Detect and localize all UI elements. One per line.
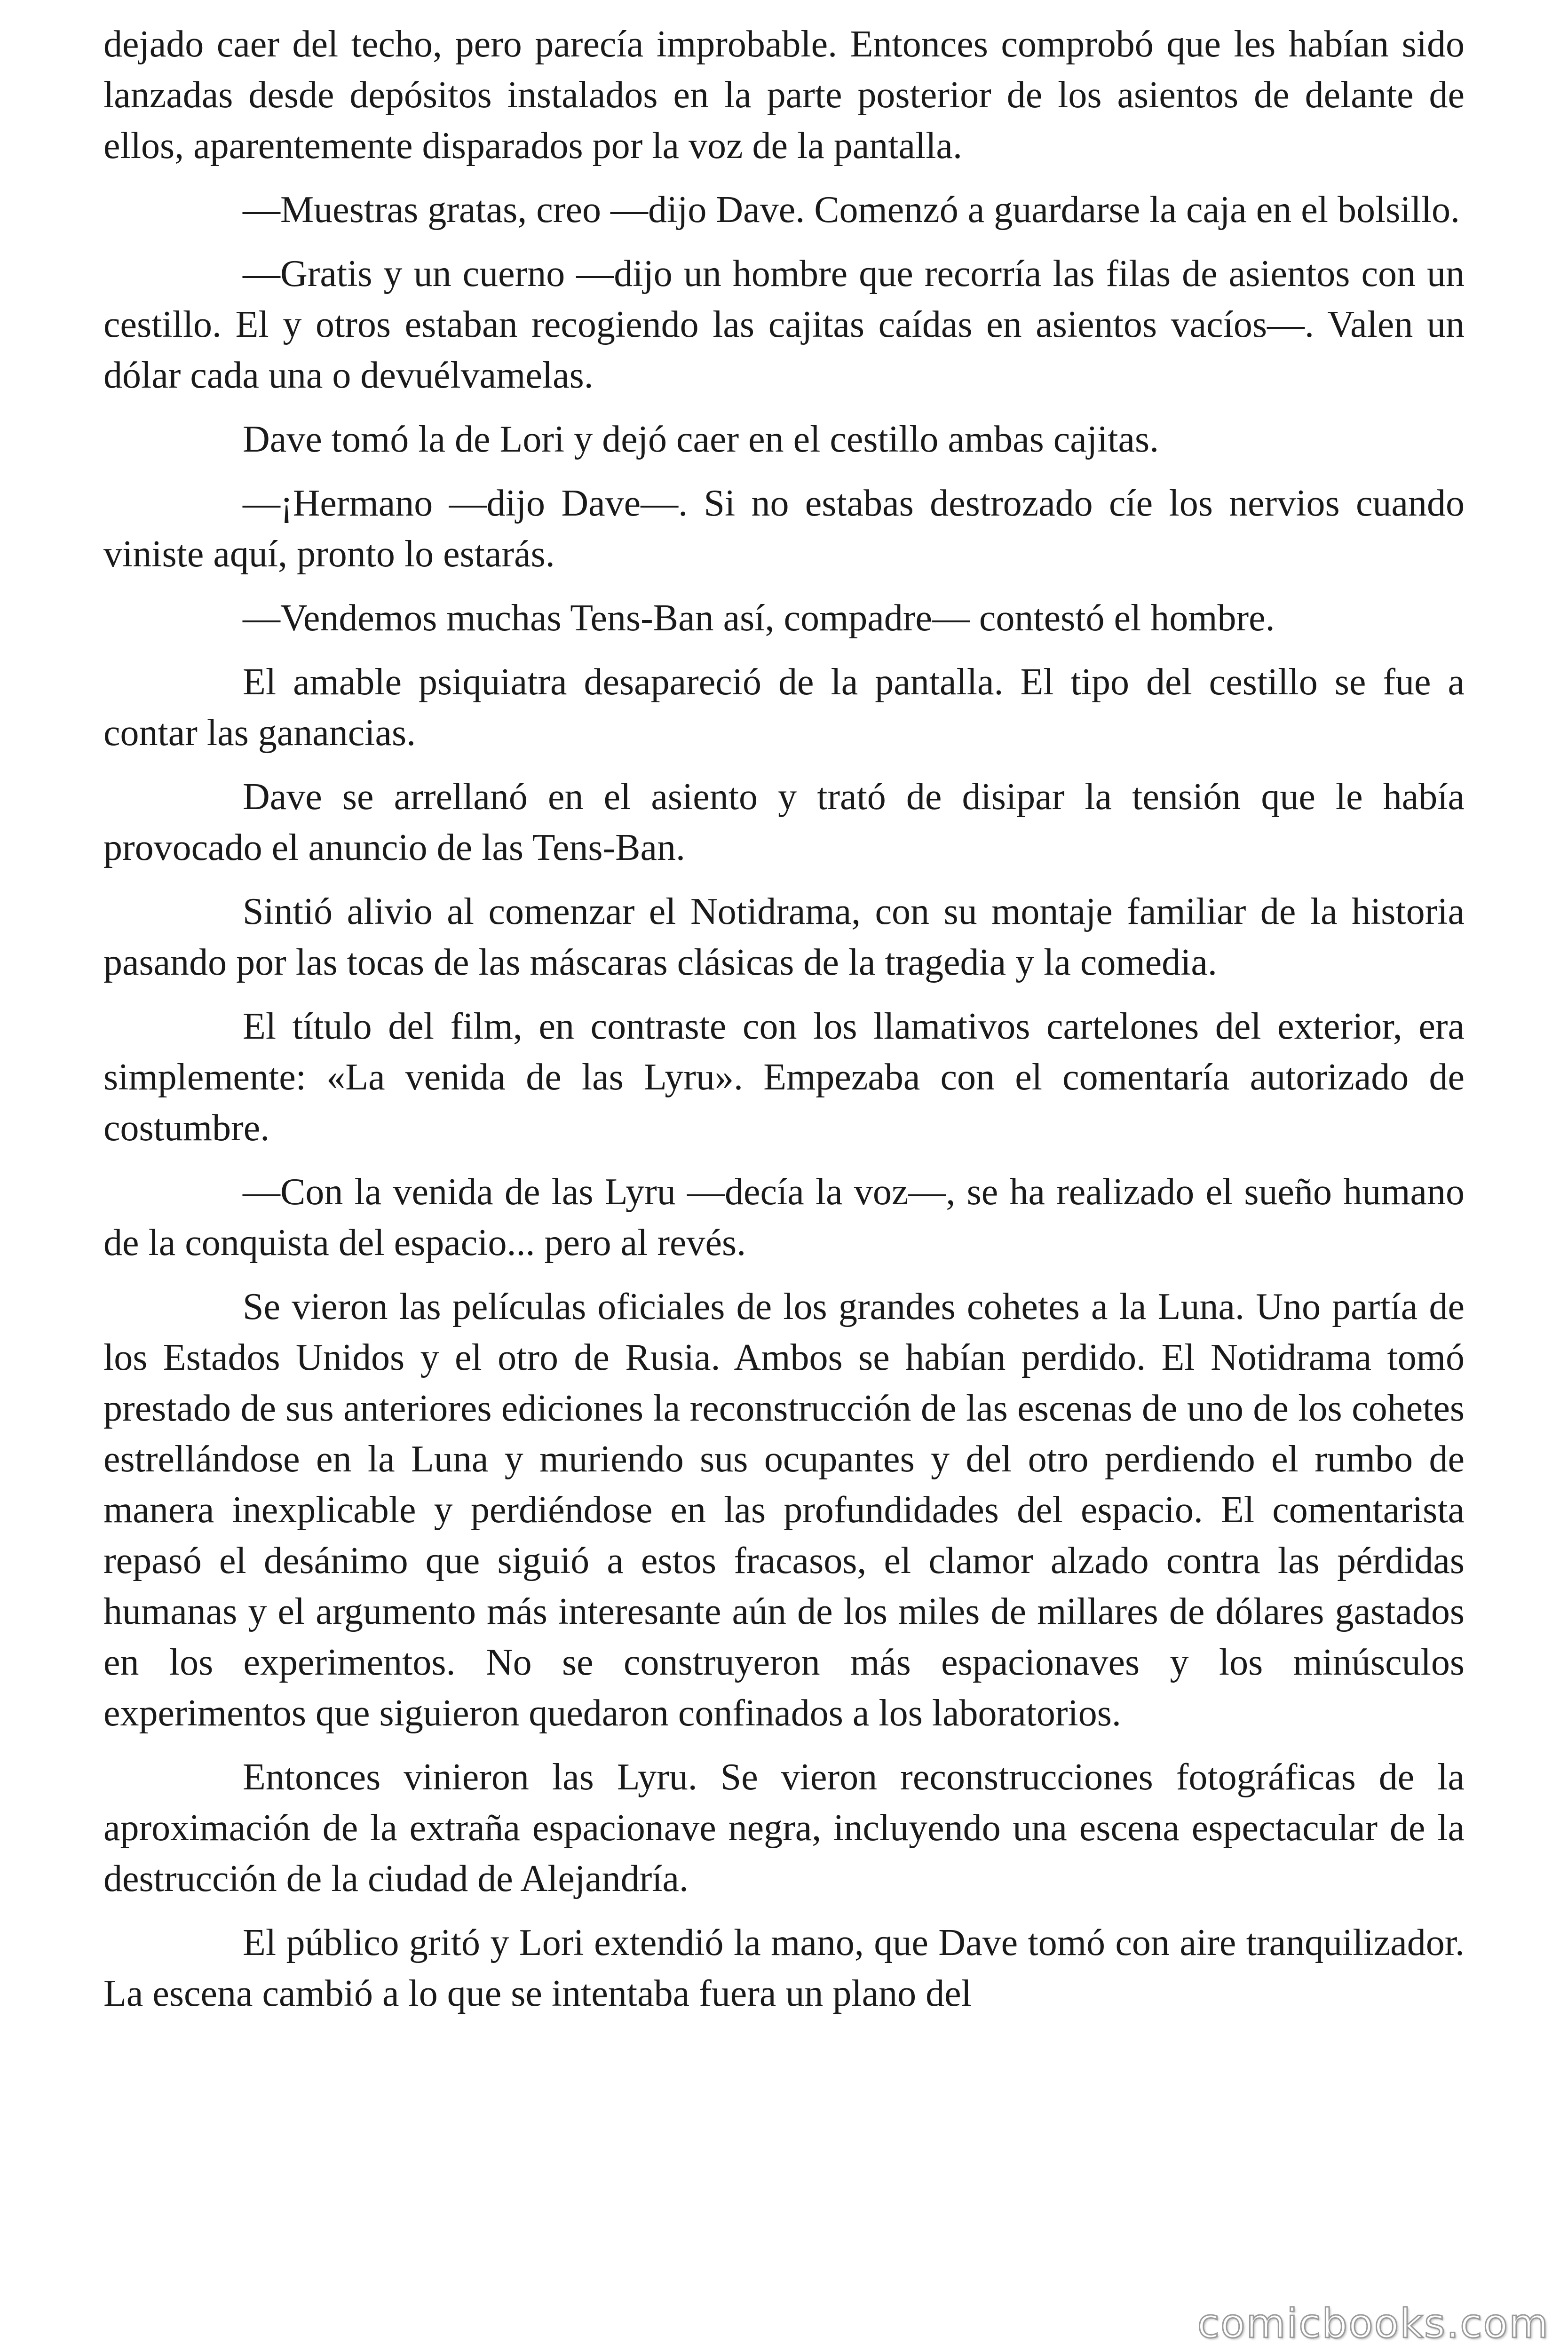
document-page: [103, 19, 1465, 2032]
paragraph: Dave tomó la de Lori y dejó caer en el cestillo ambas cajitas.: [243, 419, 1159, 460]
paragraph: —Gratis y un cuerno —dijo un hombre que recorría las filas de asientos con un cestillo. El y otros estaban recogiendo las cajitas caídas en asientos vacíos—. Valen un dólar cada una o devuélvamelas.: [103, 253, 1465, 396]
paragraph: —Con la venida de las Lyru —decía la voz—, se ha realizado el sueño humano de la conquista del espacio... pero al revés.: [103, 1171, 1465, 1263]
paragraph: Entonces vinieron las Lyru. Se vieron reconstrucciones fotográficas de la aproximación de la extraña espacionave negra, incluyendo una escena espectacular de la destrucción de la ciudad de Alejandría.: [103, 1756, 1465, 1899]
paragraph: —¡Hermano —dijo Dave—. Si no estabas destrozado cíe los nervios cuando viniste aquí, pronto lo estarás.: [103, 483, 1465, 575]
paragraph: —Muestras gratas, creo —dijo Dave. Comenzó a guardarse la caja en el bolsillo.: [243, 189, 1460, 230]
watermark: comicbooks.com: [1197, 2300, 1549, 2347]
paragraph: Se vieron las películas oficiales de los grandes cohetes a la Luna. Uno partía de los Estados Unidos y el otro de Rusia. Ambos se habían perdido. El Notidrama tomó prestado de sus anteriores ediciones la reconstrucción de las escenas de uno de los cohetes estrellándose en la Luna y muriendo sus ocupantes y del otro perdiendo el rumbo de manera inexplicable y perdiéndose en las profundidades del espacio. El comentarista repasó el desánimo que siguió a estos fracasos, el clamor alzado contra las pérdidas humanas y el argumento más interesante aún de los miles de millares de dólares gastados en los experimentos. No se construyeron más espacionaves y los minúsculos experimentos que siguieron quedaron confinados a los laboratorios.: [103, 1286, 1465, 1734]
paragraph: El público gritó y Lori extendió la mano, que Dave tomó con aire tranquilizador. La escena cambió a lo que se intentaba fuera un plano del: [103, 1922, 1465, 2014]
paragraph: —Vendemos muchas Tens-Ban así, compadre— contestó el hombre.: [243, 597, 1275, 639]
paragraph: El título del film, en contraste con los llamativos cartelones del exterior, era simplemente: «La venida de las Lyru». Empezaba con el comentaría autorizado de costumbre.: [103, 1006, 1465, 1149]
paragraph: dejado caer del techo, pero parecía improbable. Entonces comprobó que les habían sido lanzadas desde depósitos instalados en la parte posterior de los asientos de delante de ellos, aparentemente disparados por la voz de la pantalla.: [103, 24, 1465, 167]
paragraph: Dave se arrellanó en el asiento y trató de disipar la tensión que le había provocado el anuncio de las Tens-Ban.: [103, 776, 1465, 868]
paragraph: Sintió alivio al comenzar el Notidrama, con su montaje familiar de la historia pasando por las tocas de las máscaras clásicas de la tragedia y la comedia.: [103, 891, 1465, 983]
paragraph: El amable psiquiatra desapareció de la pantalla. El tipo del cestillo se fue a contar las ganancias.: [103, 661, 1465, 754]
